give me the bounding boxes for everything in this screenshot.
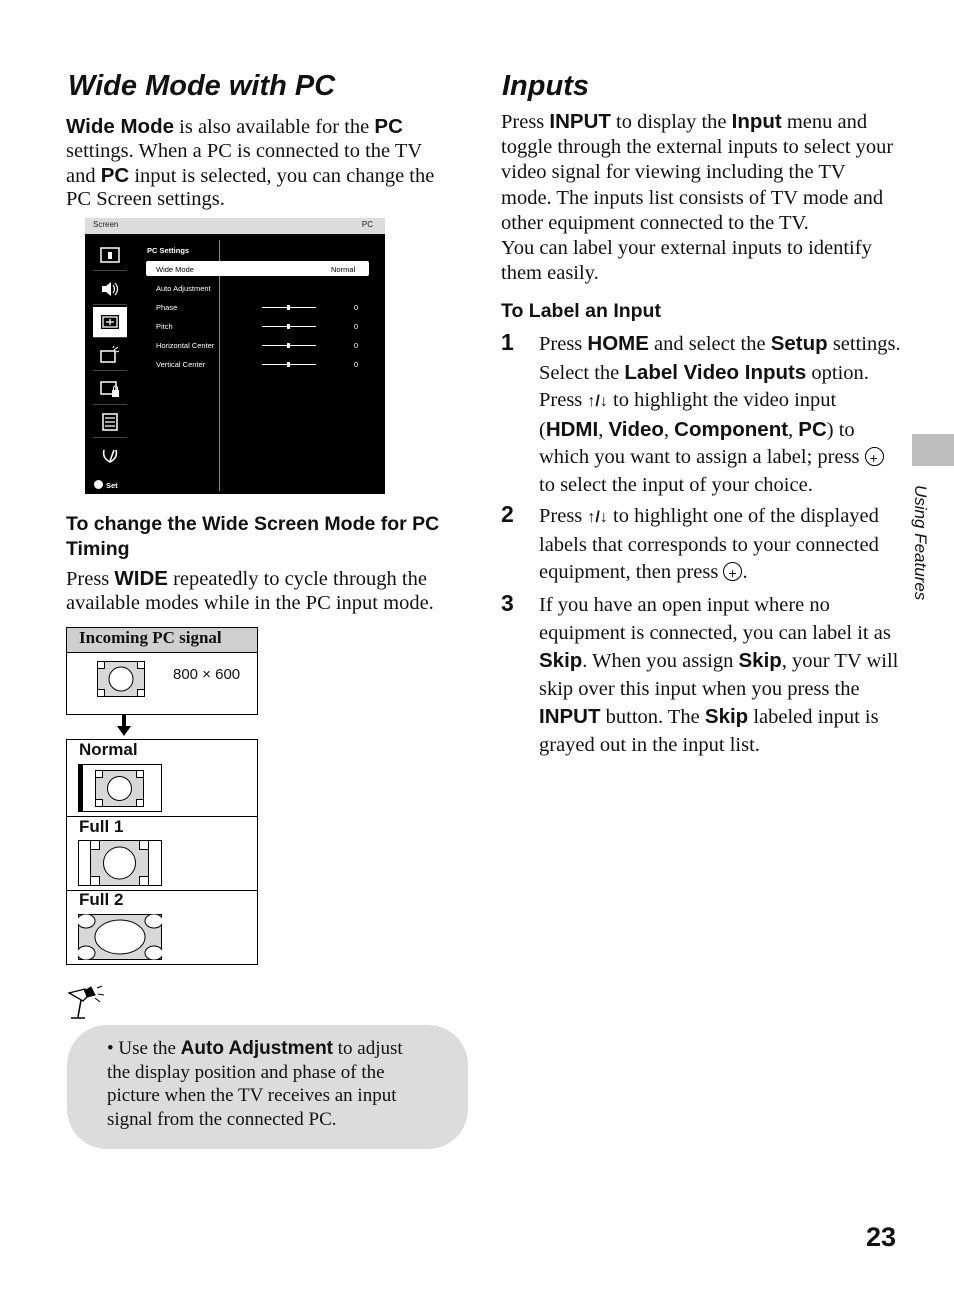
- menu-row-label[interactable]: Auto Adjustment: [156, 284, 211, 293]
- text: option. Press: [539, 361, 869, 412]
- text: to display the: [610, 111, 732, 133]
- bold-home: HOME: [587, 332, 649, 355]
- menu-divider: [219, 240, 220, 491]
- menu-row-label[interactable]: Pitch: [156, 322, 173, 331]
- text: You can label your external inputs to identify them easily.: [501, 237, 872, 285]
- text: input is selected, you can change the PC Screen settings.: [66, 164, 435, 211]
- text: is also available for the: [174, 116, 375, 138]
- section-tab: [912, 434, 954, 466]
- bold-pc: PC: [798, 417, 827, 441]
- bullet: •: [107, 1038, 114, 1059]
- sound-icon: [93, 274, 127, 305]
- channel-icon: [93, 340, 127, 371]
- left-intro: [66, 115, 456, 212]
- menu-row-label: Wide Mode: [156, 265, 194, 274]
- menu-row-value: 0: [354, 360, 359, 369]
- wide-screen-subheading: To change the Wide Screen Mode for PC Timing: [66, 513, 440, 560]
- screen-icon: [93, 307, 127, 338]
- text: to select the input of your choice.: [539, 473, 813, 496]
- text: ,: [598, 418, 609, 441]
- bold-auto-adjustment: Auto Adjustment: [180, 1038, 334, 1059]
- setup-icon: [93, 407, 127, 438]
- left-title: Wide Mode with PC: [68, 70, 336, 102]
- signal-header: Incoming PC signal: [79, 628, 222, 647]
- menu-title-bar: [85, 218, 385, 234]
- menu-row-value: 0: [354, 341, 359, 350]
- pc-signal-icon: [97, 661, 145, 697]
- signal-resolution: 800 × 600: [173, 666, 241, 683]
- eco-icon: [93, 440, 127, 470]
- pitch-slider[interactable]: [262, 326, 316, 327]
- bold-pc: PC: [374, 115, 403, 138]
- bold-wide-mode: Wide Mode: [66, 115, 175, 138]
- tip-text: [107, 1037, 417, 1131]
- bold-input-menu: Input: [731, 110, 782, 133]
- menu-row-value: Normal: [331, 265, 356, 274]
- menu-row-label[interactable]: Horizontal Center: [156, 341, 215, 350]
- bold-hdmi: HDMI: [545, 417, 599, 441]
- menu-bar-right-label: PC: [361, 220, 373, 229]
- text: and select the: [648, 333, 771, 355]
- text: labeled input is grayed out in the input list.: [539, 706, 879, 756]
- text: If you have an open input where no equipment is connected, you can label it as: [539, 594, 891, 644]
- mode-full1-label: Full 1: [79, 817, 124, 836]
- text: Press: [501, 111, 550, 133]
- step-2-text: [539, 503, 901, 587]
- text: Press: [539, 505, 588, 527]
- step-1-text: [539, 330, 901, 500]
- text: Use the: [118, 1038, 181, 1059]
- text: to adjust the display position and phase of the picture when the TV receives an input signal from the connected PC.: [107, 1038, 403, 1130]
- bold-wide: WIDE: [114, 567, 168, 590]
- bold-input: INPUT: [549, 110, 611, 133]
- bold-skip: Skip: [539, 649, 583, 673]
- menu-row-label[interactable]: Vertical Center: [156, 360, 206, 369]
- up-down-arrow-icon: ↑/↓: [587, 393, 608, 411]
- up-down-arrow-icon: ↑/↓: [587, 509, 608, 526]
- section-label: [906, 485, 934, 625]
- text: Press: [66, 568, 115, 590]
- pc-settings-menu: [85, 218, 385, 494]
- enter-button-icon: [723, 562, 742, 581]
- mode-normal-label: Normal: [79, 740, 138, 759]
- menu-row-label[interactable]: Phase: [156, 303, 178, 312]
- text: . When you assign: [582, 650, 739, 673]
- picture-icon: [93, 240, 127, 271]
- step-number: 2: [501, 501, 514, 527]
- set-button-icon: [94, 480, 103, 489]
- page-number: 23: [866, 1222, 897, 1252]
- step-number: 1: [501, 329, 514, 355]
- step-number: 3: [501, 590, 514, 616]
- tip-lamp-icon: [67, 985, 105, 1019]
- inputs-intro: [501, 109, 901, 286]
- menu-heading: PC Settings: [147, 246, 190, 255]
- mode-normal-icon: [78, 764, 162, 812]
- text: .: [742, 561, 748, 584]
- section-label-text: Using Features: [911, 485, 930, 601]
- bold-input: INPUT: [539, 705, 601, 729]
- bold-component: Component: [674, 417, 789, 441]
- step-3-text: [539, 592, 901, 760]
- text: button. The: [600, 706, 705, 729]
- text: , your TV will skip over this input when you press the: [539, 650, 899, 700]
- bold-pc: PC: [100, 163, 130, 187]
- enter-button-icon: [865, 447, 884, 466]
- display-modes-box: [66, 739, 258, 965]
- mode-full2-icon: [78, 914, 162, 960]
- parental-lock-icon: [93, 374, 127, 405]
- label-input-subheading: To Label an Input: [501, 300, 661, 322]
- text: settings. Select the: [539, 333, 901, 384]
- text: Press: [539, 333, 588, 355]
- bold-skip: Skip: [704, 705, 749, 729]
- mode-full1-icon: [78, 840, 162, 886]
- wide-paragraph: [66, 567, 458, 616]
- tip-box: [67, 1025, 468, 1149]
- mode-full2-label: Full 2: [79, 890, 124, 909]
- text: ) to which you want to assign a label; press: [539, 418, 865, 469]
- bold-skip: Skip: [738, 649, 782, 673]
- set-label: Set: [106, 481, 118, 490]
- bold-video: Video: [608, 417, 664, 441]
- bold-setup: Setup: [770, 332, 828, 355]
- text: to highlight the video input (: [539, 389, 837, 441]
- arrow-down-icon: [116, 715, 132, 737]
- text: settings. When a PC is connected to the TV and: [66, 139, 422, 187]
- text: to highlight one of the displayed labels that corresponds to your connected equipment, then press: [539, 505, 879, 584]
- menu-bar-left-label: Screen: [93, 220, 119, 229]
- right-title: Inputs: [502, 70, 589, 102]
- menu-row-value: 0: [354, 322, 359, 331]
- phase-slider[interactable]: [262, 307, 316, 308]
- menu-row-value: 0: [354, 303, 359, 312]
- text: ,: [788, 418, 799, 441]
- horizontal-center-slider[interactable]: [262, 345, 316, 346]
- text: ,: [663, 418, 675, 441]
- vertical-center-slider[interactable]: [262, 364, 316, 365]
- bold-label-video-inputs: Label Video Inputs: [624, 360, 807, 384]
- text: menu and toggle through the external inputs to select your video signal for viewing including the TV mode. The inputs list consists of TV mode and other equipment connected to the TV.: [501, 111, 894, 234]
- text: repeatedly to cycle through the available modes while in the PC input mode.: [66, 568, 434, 614]
- incoming-signal-box: [66, 627, 258, 715]
